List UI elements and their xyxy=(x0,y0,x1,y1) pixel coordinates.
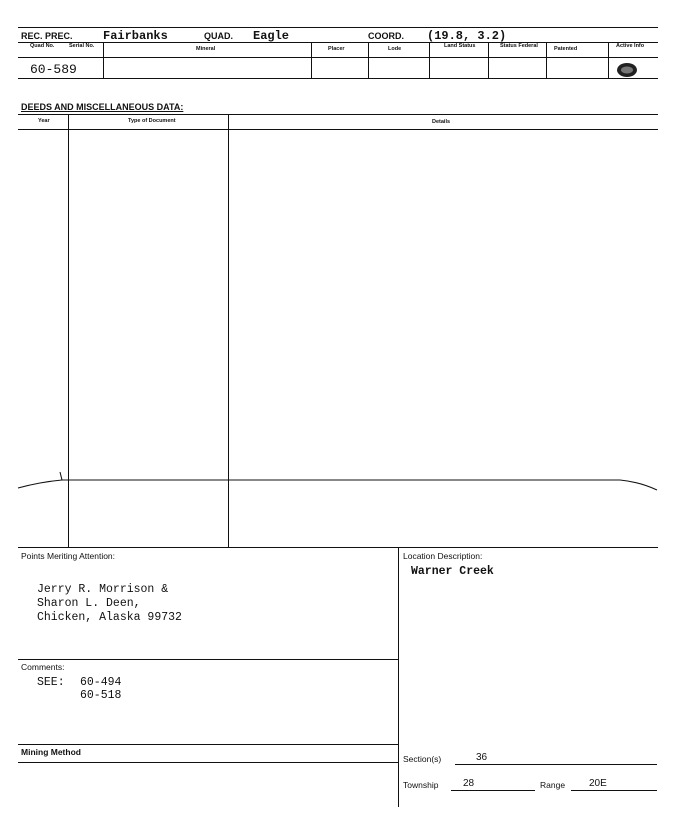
quad-label: QUAD. xyxy=(204,31,233,41)
col-quad-no: Quad No. xyxy=(30,43,55,49)
township-underline xyxy=(451,790,535,791)
rec-prec-value: Fairbanks xyxy=(103,29,168,43)
location-value: Warner Creek xyxy=(411,565,494,578)
deeds-type-header: Type of Document xyxy=(128,118,176,124)
comments-ref-2: 60-518 xyxy=(80,689,122,702)
comments-label: Comments: xyxy=(21,662,65,672)
col-serial-no: Serial No. xyxy=(69,43,95,49)
section-underline xyxy=(455,764,657,765)
section-value: 36 xyxy=(476,752,488,763)
deeds-header-bottom-rule xyxy=(18,129,658,130)
points-line-1: Jerry R. Morrison & xyxy=(37,583,169,596)
comments-bottom-rule xyxy=(18,744,398,745)
column-header-bottom-rule xyxy=(18,57,658,58)
header-top-rule xyxy=(18,27,658,28)
section-label: Section(s) xyxy=(403,754,442,764)
comments-see-label: SEE: xyxy=(37,676,65,689)
col-lode: Lode xyxy=(388,46,402,52)
divider-lode-land xyxy=(429,42,430,78)
divider-mineral-placer xyxy=(311,42,312,78)
points-line-3: Chicken, Alaska 99732 xyxy=(37,611,182,624)
record-quad-no: 60-589 xyxy=(30,62,77,77)
township-label: Township xyxy=(403,780,439,790)
coord-label: COORD. xyxy=(368,31,404,41)
col-active-info: Active Info xyxy=(616,43,645,49)
active-stamp-icon xyxy=(616,62,638,78)
divider-land-federal xyxy=(488,42,489,78)
col-status-federal: Status Federal xyxy=(500,43,538,49)
location-label: Location Description: xyxy=(403,551,483,561)
comments-ref-1: 60-494 xyxy=(80,676,122,689)
range-underline xyxy=(571,790,657,791)
bottom-section-divider xyxy=(398,547,399,807)
fold-line xyxy=(0,468,678,498)
points-label: Points Meriting Attention: xyxy=(21,551,116,561)
col-mineral: Mineral xyxy=(196,46,216,52)
divider-patented-active xyxy=(608,42,609,78)
rec-prec-label: REC. PREC. xyxy=(21,31,73,41)
points-line-2: Sharon L. Deen, xyxy=(37,597,141,610)
deeds-details-header: Details xyxy=(432,119,451,125)
mining-method-label: Mining Method xyxy=(21,747,81,757)
quad-value: Eagle xyxy=(253,29,290,43)
column-header-top-rule xyxy=(18,42,658,43)
deeds-top-rule xyxy=(18,114,658,115)
col-patented: Patented xyxy=(554,46,578,52)
range-label: Range xyxy=(540,780,566,790)
divider-serial-mineral xyxy=(103,42,104,78)
divider-federal-patented xyxy=(546,42,547,78)
deeds-year-header: Year xyxy=(38,118,50,124)
coord-value: (19.8, 3.2) xyxy=(427,29,507,43)
points-bottom-rule xyxy=(18,659,398,660)
divider-placer-lode xyxy=(368,42,369,78)
col-placer: Placer xyxy=(328,46,345,52)
bottom-section-top-rule xyxy=(18,547,658,548)
mining-method-bottom-rule xyxy=(18,762,398,763)
range-value: 20E xyxy=(589,778,607,789)
col-land-status: Land Status xyxy=(444,43,476,49)
deeds-title: DEEDS AND MISCELLANEOUS DATA: xyxy=(21,102,184,112)
township-value: 28 xyxy=(463,778,475,789)
record-row-bottom-rule xyxy=(18,78,658,79)
